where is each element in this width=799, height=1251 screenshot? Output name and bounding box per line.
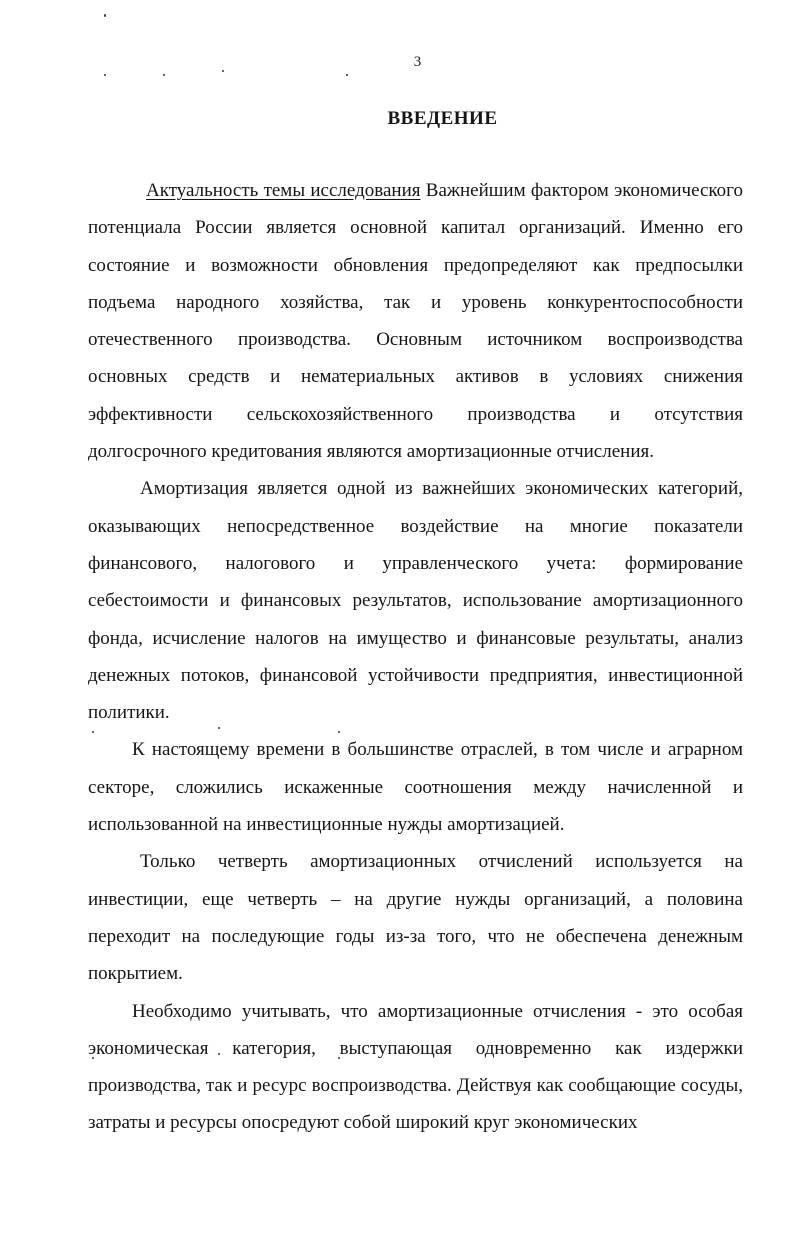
paragraph-text: К настоящему времени в большинстве отраслей, в том числе и аграрном секторе, сложились искаженные соотношения между начисленной и использованной на инвестиционные нужды амортизацией. bbox=[88, 739, 743, 836]
paragraph-quarter bbox=[88, 843, 743, 992]
paragraph-depreciation bbox=[88, 470, 743, 731]
scan-speck bbox=[104, 14, 106, 17]
paragraph-text: Необходимо учитывать, что амортизационные отчисления - это особая экономическая категория, выступающая одновременно как издержки производства, так и ресурс воспроизводства. Действуя как сообщающие сосуды, затраты и ресурсы опосредуют собой широкий круг экономических bbox=[88, 1000, 743, 1134]
paragraph-text: Важнейшим фактором экономического потенциала России является основной капитал организаций. Именно его состояние и возможности обновления предопределяют как предпосылки подъема народного хозяйства, так и уровень конкурентоспособности отечественного производства. Основным источником воспроизводства основных средств и нематериальных активов в условиях снижения эффективности сельскохозяйственного производства и отсутствия долгосрочного кредитования являются амортизационные отчисления. bbox=[88, 180, 743, 463]
paragraph-relevance bbox=[88, 172, 743, 470]
page-number: 3 bbox=[413, 54, 422, 70]
relevance-lead: Актуальность темы исследования bbox=[146, 180, 421, 201]
page-title: ВВЕДЕНИЕ bbox=[387, 108, 498, 129]
paragraph-text: Только четверть амортизационных отчислений используется на инвестиции, еще четверть – на другие нужды организаций, а половина переходит на последующие годы из-за того, что не обеспечена денежным покрытием. bbox=[88, 851, 743, 985]
paragraph-category bbox=[88, 993, 743, 1142]
scan-speck bbox=[163, 74, 165, 76]
scan-speck bbox=[346, 74, 348, 76]
body-text bbox=[88, 172, 743, 1142]
paragraph-sectors bbox=[88, 731, 743, 843]
scan-speck bbox=[104, 74, 106, 76]
paragraph-text: Амортизация является одной из важнейших экономических категорий, оказывающих непосредственное воздействие на многие показатели финансового, налогового и управленческого учета: формирование себестоимости и финансовых результатов, использование амортизационного фонда, исчисление налогов на имущество и финансовые результаты, анализ денежных потоков, финансовой устойчивости предприятия, инвестиционной политики. bbox=[88, 478, 743, 724]
